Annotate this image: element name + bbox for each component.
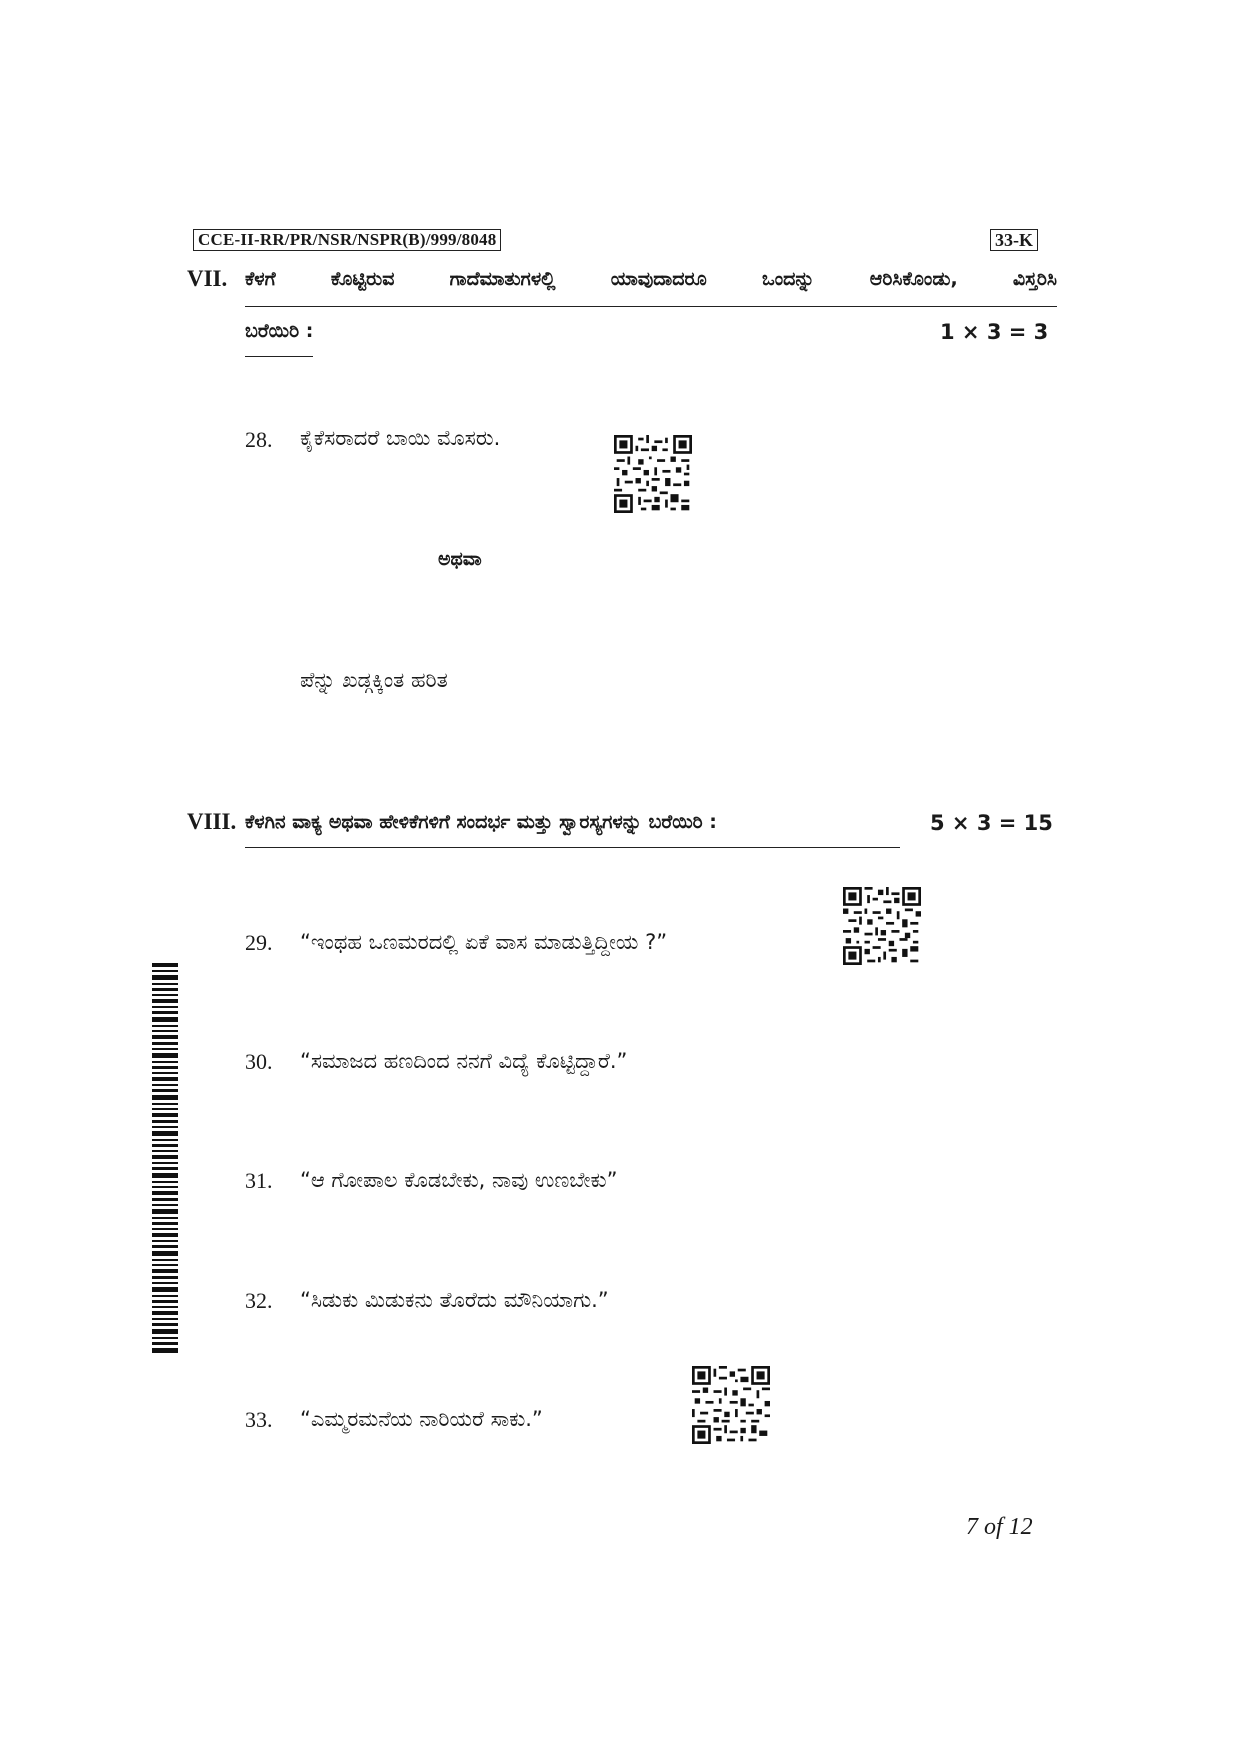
question-30-number: 30.	[245, 1049, 273, 1074]
barcode-icon	[152, 963, 178, 1353]
section-vii-instruction-line1: ಕೆಳಗೆ ಕೊಟ್ಟಿರುವ ಗಾದೆಮಾತುಗಳಲ್ಲಿ ಯಾವುದಾದರೂ ಒಂದನ್ನು ಆರಿಸಿಕೊಂಡು, ವಿಸ್ತರಿಸಿ	[245, 268, 1057, 307]
question-32-number: 32.	[245, 1288, 273, 1313]
question-33-number: 33.	[245, 1407, 273, 1432]
alternate-proverb-text: ಪೆನ್ನು ಖಡ್ಗಕ್ಕಿಂತ ಹರಿತ	[300, 668, 448, 692]
version-code: 33-K	[990, 229, 1038, 251]
question-28-text: ಕೈಕೆಸರಾದರೆ ಬಾಯಿ ಮೊಸರು.	[300, 426, 501, 450]
section-viii-number: VIII.	[187, 809, 237, 834]
question-31-text: “ಆ ಗೋಪಾಲ ಕೊಡಬೇಕು, ನಾವು ಉಣಬೇಕು”	[300, 1168, 618, 1192]
question-33-text: “ಎಮ್ಮರಮನೆಯ ನಾರಿಯರೆ ಸಾಕು.”	[300, 1407, 543, 1431]
section-vii-marks: 1 × 3 = 3	[940, 320, 1049, 344]
qr-code-icon	[692, 1366, 770, 1444]
qr-code-icon	[614, 435, 692, 513]
question-31-number: 31.	[245, 1168, 273, 1193]
section-viii-instruction: ಕೆಳಗಿನ ವಾಕ್ಯ ಅಥವಾ ಹೇಳಿಕೆಗಳಿಗೆ ಸಂದರ್ಭ ಮತ್ತು ಸ್ವಾರಸ್ಯಗಳನ್ನು ಬರೆಯಿರಿ :	[245, 811, 900, 848]
question-29-number: 29.	[245, 930, 273, 955]
paper-code: CCE-II-RR/PR/NSR/NSPR(B)/999/8048	[193, 229, 501, 251]
section-vii-number: VII.	[187, 266, 228, 291]
question-32-text: “ಸಿಡುಕು ಮಿಡುಕನು ತೊರೆದು ಮೌನಿಯಾಗು.”	[300, 1288, 609, 1312]
section-viii-marks: 5 × 3 = 15	[930, 811, 1053, 835]
question-28-number: 28.	[245, 427, 273, 452]
section-vii-instruction-line2: ಬರೆಯಿರಿ :	[245, 320, 313, 357]
question-29-text: “ಇಂಥಹ ಒಣಮರದಲ್ಲಿ ಏಕೆ ವಾಸ ಮಾಡುತ್ತಿದ್ದೀಯ ?”	[300, 930, 668, 954]
question-30-text: “ಸಮಾಜದ ಹಣದಿಂದ ನನಗೆ ವಿದ್ಯೆ ಕೊಟ್ಟಿದ್ದಾರೆ.”	[300, 1049, 628, 1073]
qr-code-icon	[843, 887, 921, 965]
or-label: ಅಥವಾ	[438, 548, 482, 570]
page-number: 7 of 12	[966, 1514, 1033, 1540]
